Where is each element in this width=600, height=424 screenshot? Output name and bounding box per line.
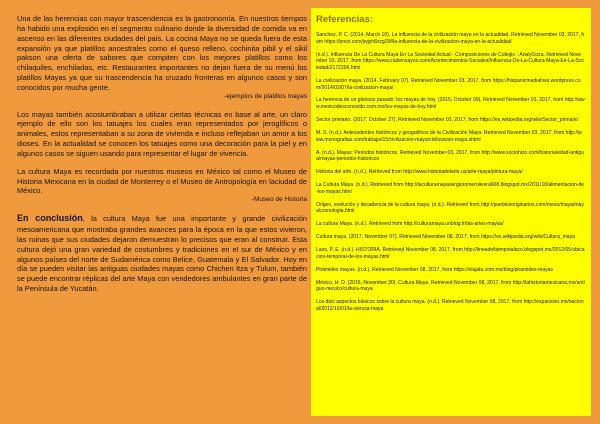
mayan-dishes-caption: -ejemplos de platillos mayas [224,92,307,100]
reference-item: Los diez aspectos básicos sobre la cultura maya. (n.d.). Retrieved November 08, 2017, from http://expansion.mx/nacional/2012/10/01/la-ciencia-maya [316,299,584,312]
reference-item: México, H. D. (2016, November 30). Cultura Maya. Retrieved November 08, 2017, from http://lahistoriamexicana.mx/antiguo-mexico/cultura-maya [316,279,585,293]
references-title: Referencias: [316,14,374,25]
museum-paragraph: La cultura Maya es recordada por nuestros museos en México tal como el Museo de Historia Mexicana en la ciudad de Monterrey o el Museo de Antropología en laciudad de México. [17,166,307,196]
reference-item: La civilización maya. (2014, February 07). Retrieved November 03, 2017, from https://hispanicmediahws.wordpress.com/2014/02/07/la-civilizacion-maya/ [316,77,581,91]
reference-item: La herencia de un glorioso pasado: los mayas de hoy. (2015, October 09). Retrieved November 03, 2017, from http://www.mexicodesconocido.com.mx/los-mayas-de-hoy.html [316,97,585,111]
gastronomy-paragraph: Una de las herencias con mayor trascendencia es la gastronomía. En nuestros tiempos ha habido una explosión en el segmento culinario donde la diversidad de comida va en ascenso en las diferentes ciudades del país. La cocina Maya no se queda fuera de esta expansión ya que platillos ancestrales como el queso relleno, cochinita pibil y el sikil pakson una oferta de sabores que compiten con los mejores platillos como los chilaquiles, enchiladas, etc. Restaurantes importantes no dejan fuera de su menú los platillos Mayas ya que su trascendencia ha cruzado fronteras en algunos casos y son conocidos por mucha gente. [17,14,307,92]
conclusion-heading: En conclusión [17,213,83,224]
reference-item: Cultura maya. (2017, November 07). Retrieved November 08, 2017, from https://es.wikipedia.org/wiki/Cultura_maya [316,234,575,241]
reference-item: La cultura Maya. (n.d.). Retrieved from http://culturamaya.unblog.fr/las-artes-mayas/ [316,221,504,228]
reference-item: M. S. (n.d.). Antecedentes históricos y geográficos de la Civilización Maya. Retrieved November 03, 2017, from http://www.monografias.com/trabajos15/civilizacion-maya/civilizacion-maya.shtml [316,129,582,143]
tattoo-art-paragraph: Los mayas también acostumbraban a utilizar ciertas técnicas en base al arte, un claro ejemplo de ello son los tatuajes los cuales eran representados por jeroglíficos o animales, estos representaban a su zona de vivienda e incluso reflejaban un amor a los dioses. En la actualidad se conocen los tatuajes como una decoración para la piel y en algunos casos se siguen usando para representar el lugar de vivencia. [17,109,307,158]
reference-item: Historia del arte. (n.d.). Retrieved from http://www.historiadelarte.us/arte-maya/pintura-maya/ [316,169,523,176]
reference-item: La Cultura Maya. (n.d.). Retrieved from http://laculturamayasergioromerolivera608.blogspot.mx/2011/10/alimentacion-de-los-mayas.html [316,182,585,195]
main-text-column [17,14,307,294]
reference-item: (n.d.). Influencia De La Cultura Maya En La Sociedad Actual - Composiciones de Colegio - AnalySoza. Retrieved November 03, 2017, from https://www.clubensayos.com/Acontecimientos-Sociales/Influencia-De-La-Cultura-Maya-En-La-Sociedad/2172296.html [316,51,585,71]
reference-item: Origen, evolución y decadencia de la cultura maya. (n.d.). Retrieved from http://pueblosoriginarios.com/meso/maya/maya/cronologia.html [316,201,584,215]
references-panel [311,8,591,416]
reference-item: Laos, P. E. (n.d.). HISTORIA. Retrieved November 08, 2017, from http://lineadeltiempotalaco.blogspot.mx/2012/05/ubicacion-temporal-de-los-mayas.html [316,247,585,260]
reference-item: A. (n.d.). Mayas: Periodos históricos. Retrieved November 03, 2017, from http://www.sociohizo.com/historia/edad-antigua/mayas-periodos-historicos [316,149,584,163]
conclusion-text: , la cultura Maya fue una importante y grande civilización mesoamericana que mostraba grandes avances para la época en la que estos vivieron, las ruinas que sus ciudades dejaron demuestran lo precisos que eran al construir. Esta cultura dejó una gran variedad de costumbres y tradiciones en el sur de México y en algunos países del norte de Sudamérica como Belice, Guatemala y El Salvador. Hoy en día se pueden visitar las antiguas ciudades mayas como Chichen Itza y Tulum, también se puede encontrar réplicas del arte Maya con vendedores ambulantes en gran parte de la Península de Yucatán. [17,214,307,294]
reference-item: Sanchez, P. C. (2014, March 10). La influencia de la civilización maya en la actualidad. Retrieved November 03, 2017, from https://prezi.com/jwjyh8zzg29f/la-influencia-de-la-civilizacion-maya-en-la-actualidad/ [316,32,585,45]
references-list [316,32,585,313]
conclusion-paragraph [17,213,307,294]
museum-caption: -Museo de Historia [251,196,307,204]
reference-item: Pirámides mayas. (n.d.). Retrieved November 08, 2017, from https://viajala.com.mx/blog/piramides-mayas [316,266,554,273]
reference-item: Sector primario. (2017, October 27). Retrieved November 03, 2017, from https://es.wikipedia.org/wiki/Sector_primario [316,117,578,124]
